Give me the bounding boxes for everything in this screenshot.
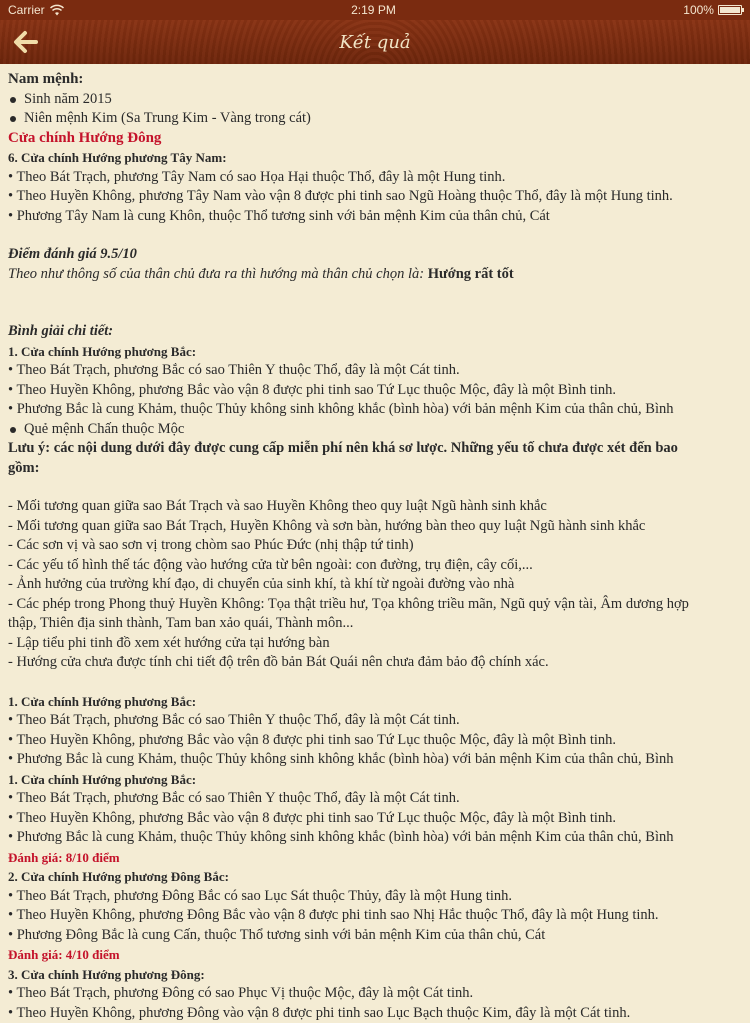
note-item: - Lập tiểu phi tinh đồ xem xét hướng cửa tại hướng bàn	[8, 634, 744, 654]
note-item: - Ảnh hưởng của trường khí đạo, di chuyển của sinh khí, tà khí từ ngoài đường vào nhà	[8, 575, 744, 595]
profile-item: Niên mệnh Kim (Sa Trung Kim - Vàng trong cát)	[8, 109, 744, 129]
status-right	[683, 3, 742, 17]
section-line: • Theo Bát Trạch, phương Bắc có sao Thiên Y thuộc Thổ, đây là một Cát tinh.	[8, 361, 744, 381]
section-line: • Theo Huyền Không, phương Bắc vào vận 8 được phi tinh sao Tứ Lục thuộc Mộc, đây là một Bình tinh.	[8, 809, 744, 829]
rating-text: Đánh giá: 4/10 điểm	[8, 945, 744, 965]
carrier-label: Carrier	[8, 3, 45, 17]
section-line: • Theo Huyền Không, phương Đông vào vận 8 được phi tinh sao Lục Bạch thuộc Kim, đây là một Cát tinh.	[8, 1004, 744, 1023]
score-line	[8, 265, 744, 285]
rating-text: Đánh giá: 8/10 điểm	[8, 848, 744, 868]
section-line: • Theo Bát Trạch, phương Tây Nam có sao Họa Hại thuộc Thổ, đây là một Hung tinh.	[8, 168, 744, 188]
note-item: - Hướng cửa chưa được tính chi tiết độ trên đồ bản Bát Quái nên chưa đảm bảo độ chính xác.	[8, 653, 744, 673]
note-item: - Các sơn vị và sao sơn vị trong chòm sao Phúc Đức (nhị thập tứ tinh)	[8, 536, 744, 556]
section-line: • Phương Bắc là cung Khảm, thuộc Thủy không sinh không khắc (bình hòa) với bản mệnh Kim của thân chủ, Bình	[8, 750, 744, 770]
section-title: 1. Cửa chính Hướng phương Bắc:	[8, 692, 744, 712]
battery-percent: 100%	[683, 3, 714, 17]
section-line: • Phương Tây Nam là cung Khôn, thuộc Thổ tương sinh với bản mệnh Kim của thân chủ, Cát	[8, 207, 744, 227]
section-title: 6. Cửa chính Hướng phương Tây Nam:	[8, 148, 744, 168]
section-line: • Theo Huyền Không, phương Bắc vào vận 8 được phi tinh sao Tứ Lục thuộc Mộc, đây là một Bình tinh.	[8, 731, 744, 751]
wifi-icon	[50, 5, 64, 16]
section-title: 3. Cửa chính Hướng phương Đông:	[8, 965, 744, 985]
profile-heading: Nam mệnh:	[8, 70, 744, 90]
section-line: • Theo Bát Trạch, phương Bắc có sao Thiên Y thuộc Thổ, đây là một Cát tinh.	[8, 711, 744, 731]
note-text: gồm:	[8, 459, 744, 479]
score-verdict: Hướng rất tốt	[428, 266, 514, 282]
result-content	[8, 70, 744, 1023]
section-line: • Phương Đông Bắc là cung Cấn, thuộc Thổ tương sinh với bản mệnh Kim của thân chủ, Cát	[8, 926, 744, 946]
section-line: • Theo Bát Trạch, phương Đông có sao Phục Vị thuộc Mộc, đây là một Cát tinh.	[8, 984, 744, 1004]
note-text: Lưu ý: các nội dung dưới đây được cung cấp miễn phí nên khá sơ lược. Những yếu tố chưa được xét đến bao	[8, 439, 744, 459]
note-item: thập, Thiên địa sinh thành, Tam ban xảo quái, Thành môn...	[8, 614, 744, 634]
section-line: • Theo Huyền Không, phương Tây Nam vào vận 8 được phi tinh sao Ngũ Hoàng thuộc Thổ, đây là một Hung tinh.	[8, 187, 744, 207]
note-item: - Các yếu tố hình thế tác động vào hướng cửa từ bên ngoài: con đường, trụ điện, cây cối,...	[8, 556, 744, 576]
navigation-bar	[0, 20, 750, 64]
score-text: Theo như thông số của thân chủ đưa ra thì hướng mà thân chủ chọn là:	[8, 266, 424, 282]
status-time: 2:19 PM	[351, 3, 396, 17]
detail-heading: Bình giải chi tiết:	[8, 322, 744, 342]
bullet-icon	[10, 97, 16, 103]
battery-icon	[718, 5, 742, 15]
section-line: • Theo Huyền Không, phương Đông Bắc vào vận 8 được phi tinh sao Nhị Hắc thuộc Thổ, đây là một Hung tinh.	[8, 906, 744, 926]
section-title: 2. Cửa chính Hướng phương Đông Bắc:	[8, 867, 744, 887]
battery-fill	[720, 7, 740, 13]
section-line: • Phương Bắc là cung Khảm, thuộc Thủy không sinh không khắc (bình hòa) với bản mệnh Kim của thân chủ, Bình	[8, 828, 744, 848]
section-line: • Theo Huyền Không, phương Bắc vào vận 8 được phi tinh sao Tứ Lục thuộc Mộc, đây là một Bình tinh.	[8, 381, 744, 401]
profile-item: Sinh năm 2015	[8, 90, 744, 110]
bullet-icon	[10, 116, 16, 122]
note-item: - Mối tương quan giữa sao Bát Trạch, Huyền Không và sơn bàn, hướng bàn theo quy luật Ngũ hành sinh khắc	[8, 517, 744, 537]
score-heading: Điểm đánh giá 9.5/10	[8, 245, 744, 265]
back-button[interactable]	[10, 26, 42, 58]
section-line: • Theo Bát Trạch, phương Bắc có sao Thiên Y thuộc Thổ, đây là một Cát tinh.	[8, 789, 744, 809]
page-title: Kết quả	[339, 32, 410, 53]
section-title: 1. Cửa chính Hướng phương Bắc:	[8, 342, 744, 362]
section-line: • Theo Bát Trạch, phương Đông Bắc có sao Lục Sát thuộc Thủy, đây là một Hung tinh.	[8, 887, 744, 907]
bullet-icon	[10, 427, 16, 433]
section-line: • Phương Bắc là cung Khảm, thuộc Thủy không sinh không khắc (bình hòa) với bản mệnh Kim của thân chủ, Bình	[8, 400, 744, 420]
note-item: - Mối tương quan giữa sao Bát Trạch và sao Huyền Không theo quy luật Ngũ hành sinh khắc	[8, 497, 744, 517]
note-item: - Các phép trong Phong thuỷ Huyền Không: Tọa thật triều hư, Tọa không triều mãn, Ngũ quỷ vận tài, Âm dương hợp	[8, 595, 744, 615]
door-direction-title: Cửa chính Hướng Đông	[8, 129, 744, 149]
status-left	[8, 3, 64, 17]
section-title: 1. Cửa chính Hướng phương Bắc:	[8, 770, 744, 790]
status-bar	[0, 0, 750, 20]
que-menh-item: Quẻ mệnh Chấn thuộc Mộc	[8, 420, 744, 440]
back-arrow-icon	[12, 30, 40, 54]
